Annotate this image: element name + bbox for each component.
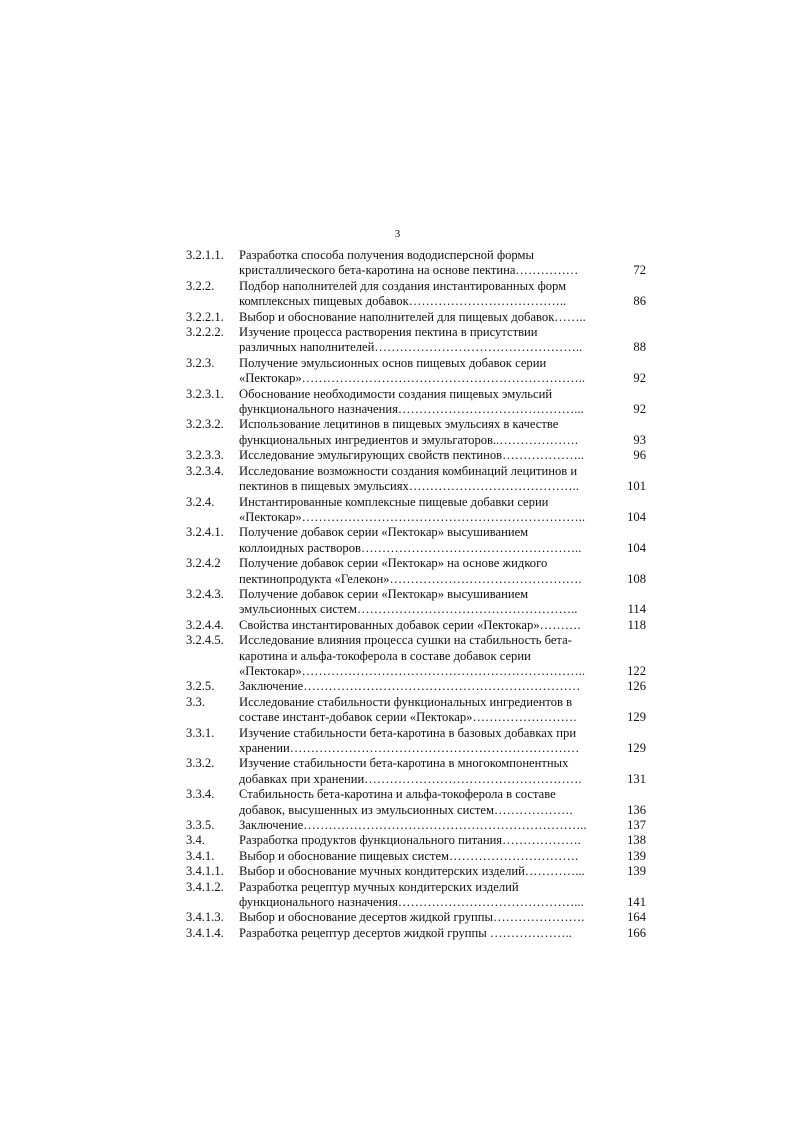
toc-entry-page: 129 [627, 710, 646, 725]
toc-entry-title-line: «Пектокар»………………………………………………………….. [239, 371, 586, 386]
toc-entry-title [239, 864, 599, 879]
toc-entry-number: 3.4.1.4. [186, 925, 224, 940]
toc-entry-page: 104 [627, 509, 646, 524]
toc-entry-title-line: Получение добавок серии «Пектокар» высушиванием [239, 586, 529, 601]
toc-entry-number: 3.2.4.5. [186, 633, 224, 648]
toc-entry-page: 129 [627, 741, 646, 755]
toc-entry-title [239, 525, 599, 556]
toc-entry-page: 92 [633, 371, 646, 386]
toc-entry-title [239, 880, 599, 911]
toc-entry-number: 3.3.1. [186, 725, 215, 740]
toc-entry-title-line: «Пектокар»………………………………………………………….. [239, 663, 586, 678]
toc-entry-title [239, 818, 599, 833]
toc-entry-title-line: Инстантированные комплексные пищевые добавки серии [239, 494, 549, 509]
toc-entry-page: 101 [627, 479, 646, 494]
toc-entry-title [239, 695, 599, 726]
toc-entry-title-line: составе инстант-добавок серии «Пектокар»……………………. [239, 710, 577, 725]
toc-entry-number: 3.2.3. [186, 355, 215, 370]
toc-entry [186, 587, 646, 618]
toc-entry-title-line: Изучение процесса растворения пектина в присутствии [239, 325, 538, 340]
toc-entry-title [239, 618, 599, 633]
toc-entry-title-line: Исследование влияния процесса сушки на стабильность бета- [239, 633, 572, 648]
toc-entry [186, 325, 646, 356]
toc-entry-number: 3.2.5. [186, 679, 215, 694]
toc-entry-title [239, 325, 599, 356]
toc-entry-number: 3.2.3.4. [186, 463, 224, 478]
toc-entry-page: 164 [627, 910, 646, 925]
toc-entry [186, 633, 646, 679]
toc-entry-number: 3.4. [186, 833, 205, 848]
toc-entry-title-line: Разработка рецептур мучных кондитерских изделий [239, 879, 519, 894]
toc-entry-number: 3.2.2. [186, 278, 215, 293]
toc-entry [186, 525, 646, 556]
toc-entry-number: 3.2.4.4. [186, 617, 224, 632]
toc-entry-page: 118 [627, 617, 646, 632]
toc-entry [186, 279, 646, 310]
toc-entry-title [239, 849, 599, 864]
table-of-contents [186, 248, 646, 941]
toc-entry-title-line: эмульсионных систем…………………………………………….. [239, 602, 578, 617]
toc-entry-title [239, 279, 599, 310]
toc-entry-number: 3.4.1.3. [186, 910, 224, 925]
toc-entry-title-line: функционального назначения……………………………………... [239, 402, 584, 417]
toc-entry-number: 3.2.4.3. [186, 586, 224, 601]
toc-entry-page: 92 [633, 402, 646, 417]
toc-entry-title-line: Получение добавок серии «Пектокар» на основе жидкого [239, 556, 548, 571]
toc-entry [186, 448, 646, 463]
toc-entry [186, 926, 646, 941]
toc-entry-title [239, 926, 599, 941]
toc-entry-page: 139 [627, 848, 646, 863]
toc-entry-title-line: функциональных ингредиентов и эмульгаторов..………………. [239, 432, 578, 447]
toc-entry-title-line: Изучение стабильности бета-каротина в многокомпонентных [239, 756, 569, 771]
toc-entry-title-line: Получение эмульсионных основ пищевых добавок серии [239, 355, 547, 370]
toc-entry-page: 137 [627, 818, 646, 833]
toc-entry [186, 248, 646, 279]
toc-entry-number: 3.3.2. [186, 756, 215, 771]
toc-entry-page: 114 [627, 602, 646, 617]
toc-entry-title-line: Заключение………………………………………………………….. [239, 818, 587, 833]
toc-entry-number: 3.2.4. [186, 494, 215, 509]
toc-entry-page: 166 [627, 925, 646, 940]
toc-entry-title [239, 910, 599, 925]
toc-entry-number: 3.2.3.1. [186, 386, 224, 401]
toc-entry-title-line: каротина и альфа-токоферола в составе добавок серии [239, 648, 531, 663]
toc-entry [186, 864, 646, 879]
toc-entry [186, 618, 646, 633]
toc-entry-title-line: кристаллического бета-каротина на основе пектина…………… [239, 263, 579, 278]
toc-entry-title-line: Выбор и обоснование десертов жидкой группы…………………. [239, 910, 585, 925]
toc-entry-number: 3.4.1. [186, 848, 215, 863]
toc-entry-page: 86 [633, 294, 646, 309]
toc-entry-number: 3.2.2.1. [186, 309, 224, 324]
toc-entry [186, 726, 646, 757]
toc-entry-page: 126 [627, 679, 646, 694]
toc-entry-number: 3.3. [186, 694, 205, 709]
toc-entry [186, 818, 646, 833]
toc-entry [186, 880, 646, 911]
toc-entry [186, 417, 646, 448]
toc-entry-title-line: добавках при хранении……………………………………………. [239, 771, 582, 786]
toc-entry-page: 138 [627, 833, 646, 848]
toc-entry-title [239, 464, 599, 495]
toc-entry-title-line: Исследование стабильности функциональных ингредиентов в [239, 694, 573, 709]
toc-entry-title-line: Подбор наполнителей для создания инстантированных форм [239, 278, 567, 293]
toc-entry [186, 787, 646, 818]
toc-entry-number: 3.2.3.2. [186, 417, 224, 432]
toc-entry [186, 910, 646, 925]
toc-entry-number: 3.4.1.2. [186, 879, 224, 894]
toc-entry-title [239, 833, 599, 848]
toc-entry-title-line: Исследование возможности создания комбинаций лецитинов и [239, 463, 578, 478]
toc-entry [186, 849, 646, 864]
toc-entry-title-line: Исследование эмульгирующих свойств пектинов……………….. [239, 448, 584, 463]
toc-entry-page: 88 [633, 340, 646, 355]
toc-entry-number: 3.2.1.1. [186, 248, 224, 262]
toc-entry-title-line: «Пектокар»………………………………………………………….. [239, 509, 586, 524]
toc-entry [186, 464, 646, 495]
toc-entry-title-line: Разработка способа получения вододисперсной формы [239, 248, 534, 262]
toc-entry-page: 141 [627, 895, 646, 910]
toc-entry [186, 556, 646, 587]
toc-entry-title [239, 756, 599, 787]
toc-entry-title-line: Получение добавок серии «Пектокар» высушиванием [239, 525, 529, 540]
toc-entry-number: 3.2.4.1. [186, 525, 224, 540]
toc-entry-page: 104 [627, 540, 646, 555]
toc-entry-title-line: Использование лецитинов в пищевых эмульсиях в качестве [239, 417, 559, 432]
toc-entry-page: 139 [627, 864, 646, 879]
toc-entry-title-line: Выбор и обоснование наполнителей для пищевых добавок…….. [239, 309, 586, 324]
toc-entry-title-line: различных наполнителей………………………………………….. [239, 340, 583, 355]
toc-entry-title-line: комплексных пищевых добавок……………………………….. [239, 294, 567, 309]
toc-entry-number: 3.2.4.2 [186, 556, 221, 571]
toc-entry-title [239, 417, 599, 448]
toc-entry-page: 108 [627, 571, 646, 586]
toc-entry-number: 3.2.3.3. [186, 448, 224, 463]
toc-entry-title [239, 356, 599, 387]
toc-entry-title [239, 587, 599, 618]
toc-entry-title-line: Изучение стабильности бета-каротина в базовых добавках при [239, 725, 577, 740]
toc-entry-page: 131 [627, 771, 646, 786]
toc-entry-title-line: пектинов в пищевых эмульсиях………………………………….. [239, 479, 579, 494]
toc-entry [186, 756, 646, 787]
toc-entry-title [239, 495, 599, 526]
toc-entry [186, 679, 646, 694]
toc-entry [186, 833, 646, 848]
toc-entry-title-line: Свойства инстантированных добавок серии «Пектокар»………. [239, 617, 581, 632]
toc-entry-title-line: функционального назначения……………………………………... [239, 895, 584, 910]
toc-entry [186, 495, 646, 526]
toc-entry [186, 310, 646, 325]
toc-entry-number: 3.4.1.1. [186, 864, 224, 879]
toc-entry-title-line: пектинопродукта «Гелекон»………………………………………. [239, 571, 582, 586]
toc-entry-number: 3.3.5. [186, 818, 215, 833]
toc-entry [186, 387, 646, 418]
toc-entry-title [239, 387, 599, 418]
toc-entry-title-line: Разработка продуктов функционального питания………………. [239, 833, 581, 848]
toc-entry-title [239, 633, 599, 679]
toc-entry [186, 695, 646, 726]
page-number: 3 [394, 228, 401, 240]
toc-entry-title-line: Стабильность бета-каротина и альфа-токоферола в составе [239, 787, 556, 802]
toc-entry-title-line: коллоидных растворов…………………………………………….. [239, 540, 582, 555]
toc-entry-number: 3.2.2.2. [186, 325, 224, 340]
toc-entry-title [239, 248, 599, 279]
toc-entry-title [239, 310, 599, 325]
toc-entry-title-line: Заключение………………………………………………………… [239, 679, 581, 694]
toc-entry-title-line: Обоснование необходимости создания пищевых эмульсий [239, 386, 553, 401]
toc-entry-page: 72 [633, 263, 646, 278]
toc-entry-page: 136 [627, 802, 646, 817]
toc-entry-title-line: хранении…………………………………………………………… [239, 741, 580, 755]
toc-entry-title [239, 726, 599, 757]
toc-entry-title-line: Выбор и обоснование пищевых систем…………………………. [239, 848, 579, 863]
toc-entry [186, 356, 646, 387]
toc-entry-title-line: Разработка рецептур десертов жидкой группы ……………….. [239, 925, 572, 940]
toc-entry-title [239, 787, 599, 818]
toc-entry-page: 122 [627, 663, 646, 678]
toc-entry-title [239, 679, 599, 694]
toc-entry-page: 93 [633, 432, 646, 447]
toc-entry-page: 96 [633, 448, 646, 463]
toc-entry-title-line: добавок, высушенных из эмульсионных систем………………. [239, 802, 573, 817]
toc-entry-title [239, 448, 599, 463]
toc-entry-title-line: Выбор и обоснование мучных кондитерских изделий…………... [239, 864, 585, 879]
toc-entry-number: 3.3.4. [186, 787, 215, 802]
toc-entry-title [239, 556, 599, 587]
